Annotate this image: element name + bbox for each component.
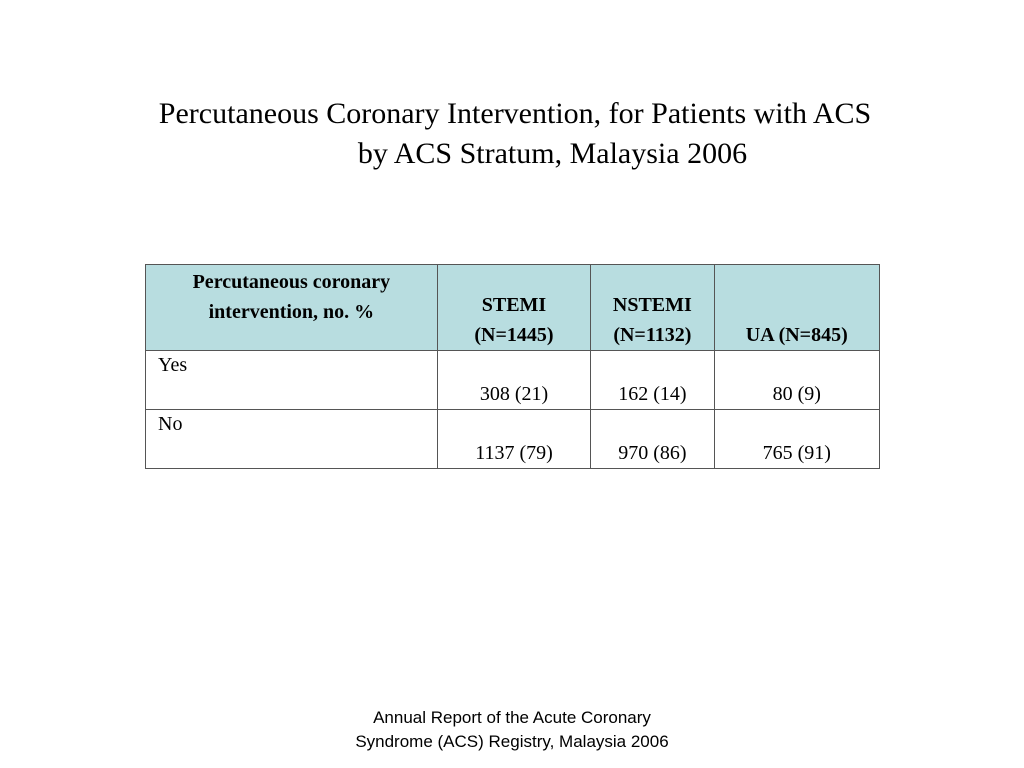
row-label-no: No xyxy=(146,410,438,469)
footnote-line-1: Annual Report of the Acute Coronary xyxy=(373,708,651,727)
slide-title-line-1: Percutaneous Coronary Intervention, for Patients with ACS xyxy=(158,97,872,130)
cell-no-ua: 765 (91) xyxy=(714,410,879,469)
header-pci-line-1: Percutaneous coronary xyxy=(192,271,391,293)
header-nstemi-line-1: NSTEMI xyxy=(612,294,692,316)
table-row-yes xyxy=(146,351,880,410)
header-stemi xyxy=(437,265,590,351)
row-label-yes: Yes xyxy=(146,351,438,410)
cell-no-nstemi: 970 (86) xyxy=(591,410,714,469)
slide-title-line-2: by ACS Stratum, Malaysia 2006 xyxy=(357,137,748,170)
header-nstemi xyxy=(591,265,714,351)
header-nstemi-line-2: (N=1132) xyxy=(613,324,692,346)
header-pci xyxy=(146,265,438,351)
footnote-line-2: Syndrome (ACS) Registry, Malaysia 2006 xyxy=(355,732,669,751)
table-header-row xyxy=(146,265,880,351)
slide-title xyxy=(100,94,930,174)
header-stemi-line-2: (N=1445) xyxy=(474,324,554,346)
cell-no-stemi: 1137 (79) xyxy=(437,410,590,469)
cell-yes-ua: 80 (9) xyxy=(714,351,879,410)
pci-stratum-table xyxy=(145,264,880,469)
header-ua xyxy=(714,265,879,351)
cell-yes-stemi: 308 (21) xyxy=(437,351,590,410)
header-stemi-line-1: STEMI xyxy=(481,294,547,316)
source-footnote xyxy=(312,706,712,754)
cell-yes-nstemi: 162 (14) xyxy=(591,351,714,410)
header-pci-line-2: intervention, no. % xyxy=(208,301,375,323)
header-ua-line-2: UA (N=845) xyxy=(745,324,848,346)
table-row-no xyxy=(146,410,880,469)
